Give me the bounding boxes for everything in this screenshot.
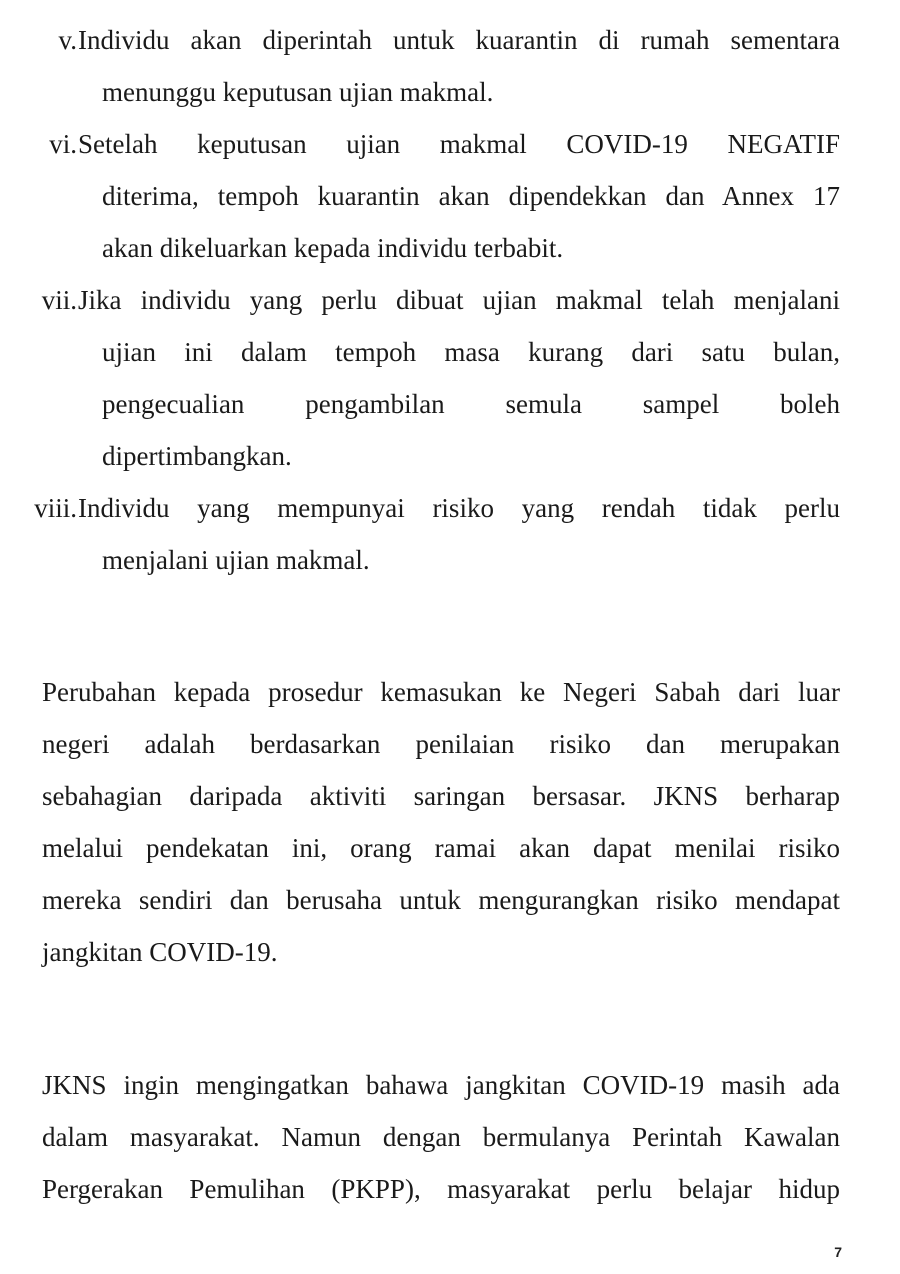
paragraph-line: JKNS ingin mengingatkan bahawa jangkitan COVID-19 masih ada: [42, 1070, 840, 1100]
list-number: viii.: [34, 493, 77, 523]
list-item-line: diterima, tempoh kuarantin akan dipendekkan dan Annex 17: [102, 181, 840, 211]
list-item-line: dipertimbangkan.: [102, 441, 292, 471]
list-number: v.: [58, 25, 77, 55]
paragraph-line: Perubahan kepada prosedur kemasukan ke Negeri Sabah dari luar: [42, 677, 840, 707]
list-item-line: Individu yang mempunyai risiko yang rendah tidak perlu: [78, 493, 840, 523]
list-number: vii.: [41, 285, 77, 315]
paragraph-line: negeri adalah berdasarkan penilaian risiko dan merupakan: [42, 729, 840, 759]
list-item-v: [0, 14, 900, 118]
paragraph-line: Pergerakan Pemulihan (PKPP), masyarakat perlu belajar hidup: [42, 1174, 840, 1204]
list-item-line: pengecualian pengambilan semula sampel boleh: [102, 389, 840, 419]
list-item-line: menunggu keputusan ujian makmal.: [102, 77, 494, 107]
numbered-list: [0, 14, 900, 586]
paragraph-line: dalam masyarakat. Namun dengan bermulanya Perintah Kawalan: [42, 1122, 840, 1152]
paragraph-line: sebahagian daripada aktiviti saringan bersasar. JKNS berharap: [42, 781, 840, 811]
paragraph-reminder: [42, 1059, 840, 1215]
list-item-line: ujian ini dalam tempoh masa kurang dari satu bulan,: [102, 337, 840, 367]
list-number: vi.: [49, 129, 77, 159]
page-number: 7: [834, 1244, 842, 1260]
list-item-line: Setelah keputusan ujian makmal COVID-19 NEGATIF: [78, 129, 840, 159]
paragraph-line: mereka sendiri dan berusaha untuk mengurangkan risiko mendapat: [42, 885, 840, 915]
list-item-line: akan dikeluarkan kepada individu terbabit.: [102, 233, 564, 263]
paragraph-line: melalui pendekatan ini, orang ramai akan dapat menilai risiko: [42, 833, 840, 863]
list-item-line: Individu akan diperintah untuk kuarantin di rumah sementara: [78, 25, 840, 55]
paragraph-line: jangkitan COVID-19.: [42, 937, 278, 967]
list-item-line: menjalani ujian makmal.: [102, 545, 370, 575]
list-item-viii: [0, 482, 900, 586]
list-item-vii: [0, 274, 900, 482]
paragraph-entry-procedure: [42, 666, 840, 978]
list-item-vi: [0, 118, 900, 274]
list-item-line: Jika individu yang perlu dibuat ujian makmal telah menjalani: [78, 285, 840, 315]
